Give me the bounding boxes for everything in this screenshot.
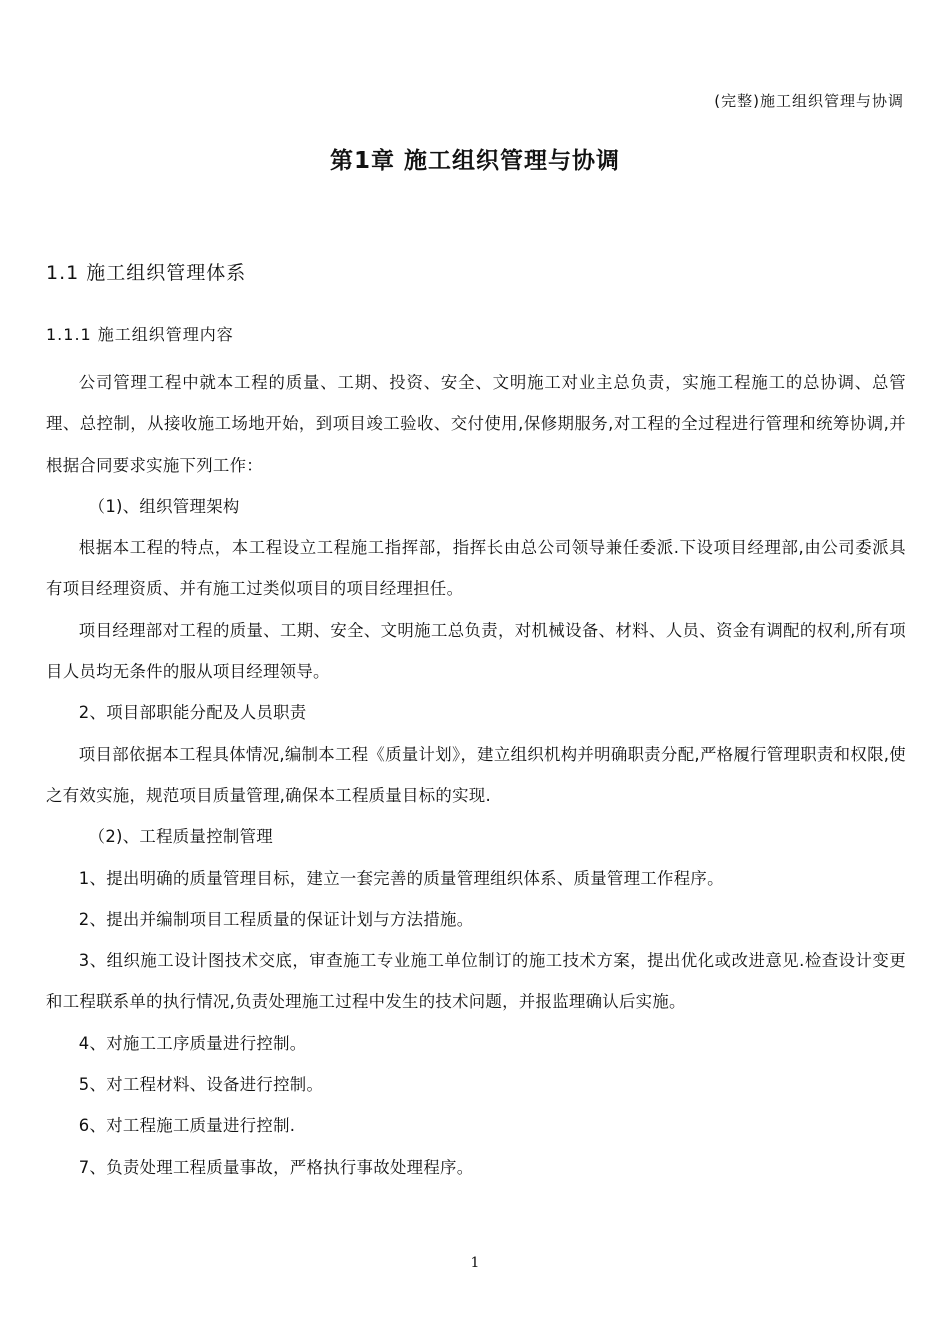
paragraph-quality-control-heading: （2)、工程质量控制管理 [88, 827, 273, 847]
body-text [46, 362, 906, 1188]
chapter-title: 第1章 施工组织管理与协调 [329, 148, 620, 174]
paragraph-duties-heading: 2、项目部职能分配及人员职责 [78, 703, 307, 723]
list-item-2: 2、提出并编制项目工程质量的保证计划与方法措施。 [78, 909, 474, 929]
paragraph-intro: 公司管理工程中就本工程的质量、工期、投资、安全、文明施工对业主总负责，实施工程施工的总协调、总管理、总控制，从接收施工场地开始，到项目竣工验收、交付使用,保修期服务,对工程的全过程进行管理和统筹协调,并根据合同要求实施下列工作： [46, 373, 906, 475]
subsection-heading: 1.1.1 施工组织管理内容 [46, 325, 234, 344]
list-item-7: 7、负责处理工程质量事故，严格执行事故处理程序。 [78, 1157, 474, 1177]
paragraph-duties: 项目部依据本工程具体情况,编制本工程《质量计划》，建立组织机构并明确职责分配,严格履行管理职责和权限,使之有效实施，规范项目质量管理,确保本工程质量目标的实现. [46, 744, 906, 805]
list-item-4: 4、对施工工序质量进行控制。 [78, 1033, 307, 1053]
paragraph-org-structure: 根据本工程的特点，本工程设立工程施工指挥部，指挥长由总公司领导兼任委派.下设项目经理部,由公司委派具有项目经理资质、并有施工过类似项目的项目经理担任。 [46, 538, 906, 599]
paragraph-pm-responsibility: 项目经理部对工程的质量、工期、安全、文明施工总负责，对机械设备、材料、人员、资金有调配的权利,所有项目人员均无条件的服从项目经理领导。 [46, 620, 906, 682]
list-item-3: 3、组织施工设计图技术交底，审查施工专业施工单位制订的施工技术方案，提出优化或改进意见.检查设计变更和工程联系单的执行情况,负责处理施工过程中发生的技术问题，并报监理确认后实施。 [46, 951, 906, 1012]
section-heading: 1.1 施工组织管理体系 [46, 262, 247, 284]
list-item-1: 1、提出明确的质量管理目标，建立一套完善的质量管理组织体系、质量管理工作程序。 [78, 868, 724, 888]
running-header: (完整)施工组织管理与协调 [714, 92, 904, 110]
paragraph-org-structure-heading: （1)、组织管理架构 [88, 496, 240, 516]
list-item-5: 5、对工程材料、设备进行控制。 [78, 1075, 324, 1095]
list-item-6: 6、对工程施工质量进行控制. [78, 1116, 296, 1136]
page-number: 1 [470, 1255, 480, 1271]
